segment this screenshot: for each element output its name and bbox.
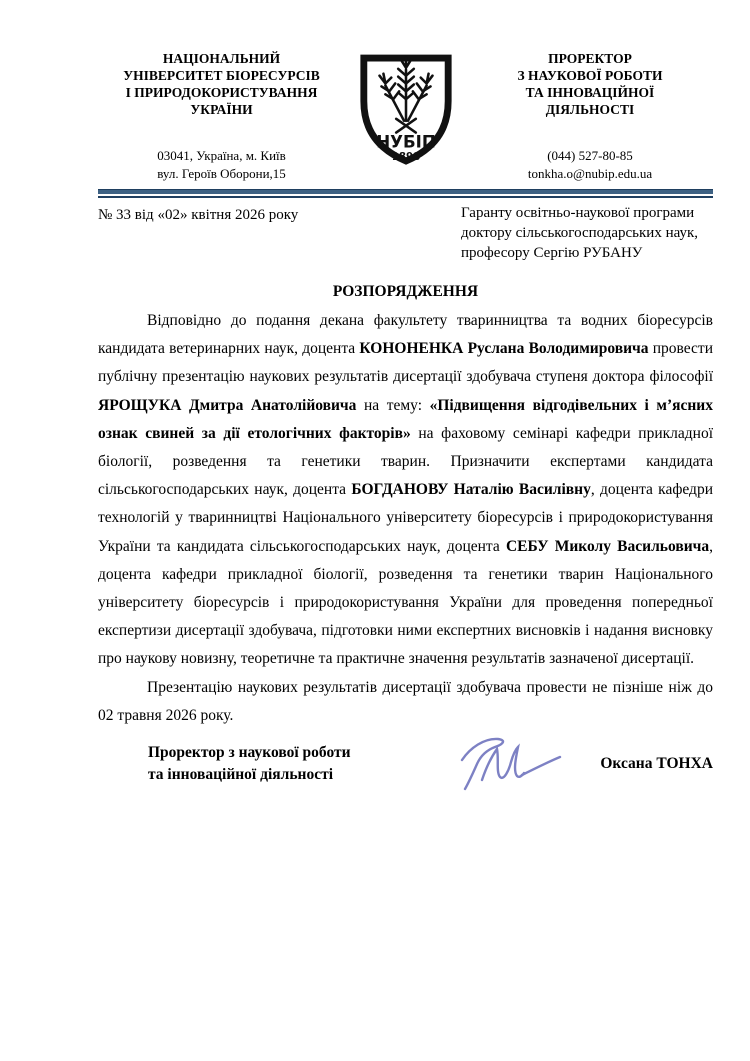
svg-text:1898: 1898 [391,151,421,164]
nubip-shield-logo-icon [355,50,457,170]
body-paragraph-2: Презентацію наукових результатів дисертації здобувача провести не пізніше ніж до 02 травня 2026 року. [98,678,713,724]
handwritten-signature-icon [448,724,563,794]
letterhead-right [467,50,713,182]
vice-rector-contacts: (044) 527-80-85 tonkha.o@nubip.edu.ua [527,148,653,181]
signatory-position: Проректор з наукової роботи та інноваційної діяльності [148,744,351,784]
letterhead [98,50,713,182]
body-paragraph-1: Відповідно до подання декана факультету тваринництва та водних біоресурсів кандидата ветеринарних наук, доцента КОНОНЕНКА Руслана Володимировича провести публічну презентацію наукових результатів дисертації здобувача ступеня доктора філософії ЯРОЩУКА Дмитра Анатолійовича на тему: «Підвищення відгодівельних і м’ясних ознак свиней за дії етологічних факторів» на фаховому семінарі кафедри прикладної біології, розведення та генетики тварин. Призначити експертами кандидата сільськогосподарських наук, доцента БОГДАНОВУ Наталію Василівну, доцента кафедри технологій у тваринництві Національного університету біоресурсів і природокористування України та кандидата сільськогосподарських наук, доцента СЕБУ Миколу Васильовича, доцента кафедри прикладної біології, розведення та генетики тварин Національного університету біоресурсів і природокористування України для проведення попередньої експертизи дисертації здобувача, підготовки ними експертних висновків і надання висновку про наукову новизну, теоретичне та практичне значення результатів зазначеної дисертації. [98,312,713,668]
letterhead-center [345,50,467,182]
svg-text:НУБІП: НУБІП [376,132,436,152]
signatory-name: Оксана ТОНХА [600,755,713,773]
signature-block [98,734,713,794]
document-title: РОЗПОРЯДЖЕННЯ [332,283,479,300]
university-address: 03041, Україна, м. Київ вул. Героїв Оборони,15 [157,148,286,181]
recipient-block: Гаранту освітньо-наукової програми доктору сільськогосподарських наук, професору Сергію РУБАНУ [461,205,699,261]
vice-rector-title: ПРОРЕКТОР З НАУКОВОЇ РОБОТИ ТА ІННОВАЦІЙНОЇ ДІЯЛЬНОСТІ [517,51,663,117]
letterhead-left [98,50,345,182]
reference-number: № 33 від «02» квітня 2026 року [98,207,299,223]
document-body [98,307,713,730]
reference-row [98,203,713,263]
university-name: НАЦІОНАЛЬНИЙ УНІВЕРСИТЕТ БІОРЕСУРСІВ І ПРИРОДОКОРИСТУВАННЯ УКРАЇНИ [123,51,320,117]
header-divider [98,189,713,198]
